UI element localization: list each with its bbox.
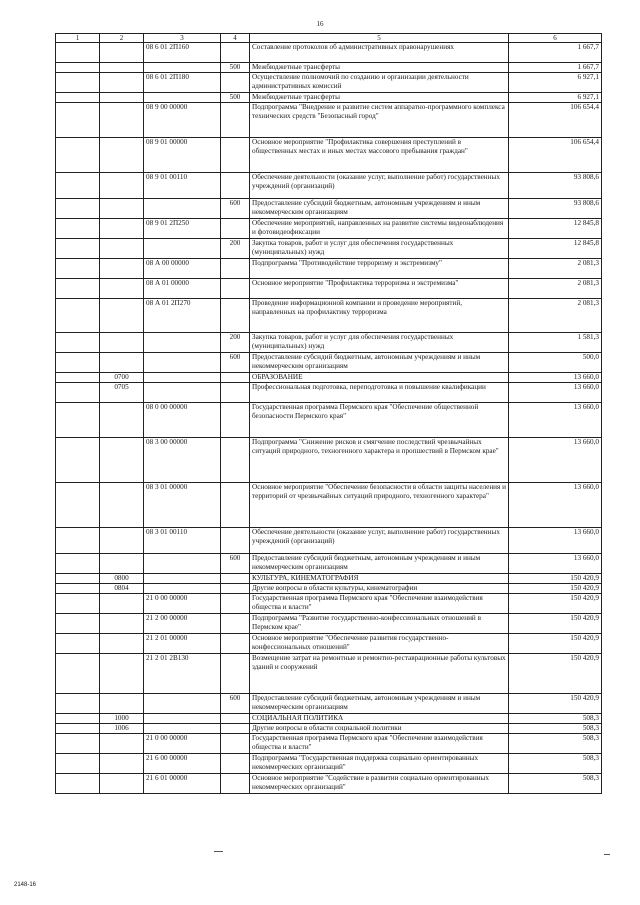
table-row bbox=[56, 353, 602, 373]
amount-cell: 150 420,9 bbox=[509, 654, 602, 694]
table-row bbox=[56, 483, 602, 528]
table-row bbox=[56, 403, 602, 438]
document-code: 2148-16 bbox=[14, 882, 37, 888]
amount-cell: 508,3 bbox=[509, 714, 602, 724]
expense-type-cell bbox=[221, 373, 250, 383]
expense-type-cell bbox=[221, 584, 250, 594]
column-header: 5 bbox=[250, 34, 509, 43]
amount-cell: 2 081,3 bbox=[509, 299, 602, 333]
table-row bbox=[56, 754, 602, 774]
amount-cell: 2 081,3 bbox=[509, 259, 602, 279]
subsection-cell bbox=[100, 754, 144, 774]
amount-cell: 150 420,9 bbox=[509, 694, 602, 714]
subsection-cell bbox=[100, 594, 144, 614]
subsection-cell bbox=[100, 299, 144, 333]
description-cell: Обеспечение деятельности (оказание услуг, выполнение работ) государственных учреждений (организаций) bbox=[250, 528, 509, 554]
description-cell: Обеспечение мероприятий, направленных на развитие системы видеонаблюдения и фотовидеофиксации bbox=[250, 219, 509, 239]
expense-type-cell bbox=[221, 714, 250, 724]
expense-type-cell bbox=[221, 403, 250, 438]
amount-cell: 106 654,4 bbox=[509, 138, 602, 173]
description-cell: Другие вопросы в области культуры, кинематографии bbox=[250, 584, 509, 594]
expense-type-cell bbox=[221, 173, 250, 199]
description-cell: Основное мероприятие "Обеспечение безопасности в области защиты населения и территорий от чрезвычайных ситуаций природного, техногенного характера" bbox=[250, 483, 509, 528]
target-code-cell: 08 6 01 2П160 bbox=[144, 43, 221, 63]
section-cell bbox=[56, 63, 100, 73]
section-cell bbox=[56, 594, 100, 614]
subsection-cell: 0705 bbox=[100, 383, 144, 403]
description-cell: Закупка товаров, работ и услуг для обеспечения государственных (муниципальных) нужд bbox=[250, 333, 509, 353]
expense-type-cell bbox=[221, 279, 250, 299]
table-row bbox=[56, 279, 602, 299]
expense-type-cell bbox=[221, 734, 250, 754]
section-cell bbox=[56, 103, 100, 138]
amount-cell: 12 845,8 bbox=[509, 239, 602, 259]
table-row bbox=[56, 383, 602, 403]
target-code-cell bbox=[144, 574, 221, 584]
expense-type-cell bbox=[221, 574, 250, 584]
amount-cell: 13 660,0 bbox=[509, 403, 602, 438]
target-code-cell bbox=[144, 694, 221, 714]
subsection-cell: 0700 bbox=[100, 373, 144, 383]
table-row bbox=[56, 724, 602, 734]
amount-cell: 1 667,7 bbox=[509, 63, 602, 73]
expense-type-cell bbox=[221, 138, 250, 173]
subsection-cell: 0804 bbox=[100, 584, 144, 594]
section-cell bbox=[56, 173, 100, 199]
section-cell bbox=[56, 43, 100, 63]
column-header: 4 bbox=[221, 34, 250, 43]
section-cell bbox=[56, 483, 100, 528]
amount-cell: 500,0 bbox=[509, 353, 602, 373]
table-row bbox=[56, 528, 602, 554]
target-code-cell: 08 9 01 00000 bbox=[144, 138, 221, 173]
table-row bbox=[56, 173, 602, 199]
subsection-cell bbox=[100, 614, 144, 634]
description-cell: Основное мероприятие "Профилактика терроризма и экстремизма" bbox=[250, 279, 509, 299]
table-row bbox=[56, 774, 602, 794]
section-cell bbox=[56, 724, 100, 734]
description-cell: ОБРАЗОВАНИЕ bbox=[250, 373, 509, 383]
target-code-cell bbox=[144, 554, 221, 574]
target-code-cell: 08 0 00 00000 bbox=[144, 403, 221, 438]
description-cell: СОЦИАЛЬНАЯ ПОЛИТИКА bbox=[250, 714, 509, 724]
table-row bbox=[56, 373, 602, 383]
table-row bbox=[56, 714, 602, 724]
table-row bbox=[56, 574, 602, 584]
section-cell bbox=[56, 438, 100, 483]
target-code-cell: 08 9 01 00110 bbox=[144, 173, 221, 199]
expense-type-cell bbox=[221, 383, 250, 403]
table-row bbox=[56, 734, 602, 754]
amount-cell: 150 420,9 bbox=[509, 634, 602, 654]
expense-type-cell: 200 bbox=[221, 333, 250, 353]
description-cell: Государственная программа Пермского края "Обеспечение общественной безопасности Пермского края" bbox=[250, 403, 509, 438]
expense-type-cell: 500 bbox=[221, 93, 250, 103]
target-code-cell: 08 3 01 00000 bbox=[144, 483, 221, 528]
target-code-cell: 08 9 01 2П250 bbox=[144, 219, 221, 239]
target-code-cell bbox=[144, 584, 221, 594]
table-row bbox=[56, 654, 602, 694]
section-cell bbox=[56, 383, 100, 403]
target-code-cell: 21 2 01 00000 bbox=[144, 634, 221, 654]
subsection-cell bbox=[100, 483, 144, 528]
section-cell bbox=[56, 219, 100, 239]
amount-cell: 93 808,6 bbox=[509, 173, 602, 199]
expense-type-cell: 500 bbox=[221, 63, 250, 73]
table-row bbox=[56, 333, 602, 353]
section-cell bbox=[56, 353, 100, 373]
amount-cell: 13 660,0 bbox=[509, 383, 602, 403]
description-cell: Предоставление субсидий бюджетным, автономным учреждениям и иным некоммерческим организациям bbox=[250, 199, 509, 219]
amount-cell: 508,3 bbox=[509, 724, 602, 734]
section-cell bbox=[56, 584, 100, 594]
table-row bbox=[56, 584, 602, 594]
subsection-cell bbox=[100, 279, 144, 299]
expense-type-cell bbox=[221, 43, 250, 63]
amount-cell: 150 420,9 bbox=[509, 614, 602, 634]
amount-cell: 1 667,7 bbox=[509, 43, 602, 63]
table-row bbox=[56, 103, 602, 138]
table-row bbox=[56, 614, 602, 634]
expense-type-cell bbox=[221, 614, 250, 634]
expense-type-cell bbox=[221, 634, 250, 654]
description-cell: Подпрограмма "Внедрение и развитие систем аппаратно-программного комплекса технических средств "Безопасный город" bbox=[250, 103, 509, 138]
description-cell: КУЛЬТУРА, КИНЕМАТОГРАФИЯ bbox=[250, 574, 509, 584]
expense-type-cell bbox=[221, 73, 250, 93]
subsection-cell bbox=[100, 73, 144, 93]
column-header: 3 bbox=[144, 34, 221, 43]
description-cell: Закупка товаров, работ и услуг для обеспечения государственных (муниципальных) нужд bbox=[250, 239, 509, 259]
subsection-cell bbox=[100, 438, 144, 483]
amount-cell: 6 927,1 bbox=[509, 93, 602, 103]
section-cell bbox=[56, 403, 100, 438]
expense-type-cell bbox=[221, 594, 250, 614]
table-row bbox=[56, 634, 602, 654]
subsection-cell bbox=[100, 219, 144, 239]
table-row bbox=[56, 93, 602, 103]
description-cell: Осуществление полномочий по созданию и организации деятельности административных комиссий bbox=[250, 73, 509, 93]
target-code-cell bbox=[144, 93, 221, 103]
description-cell: Государственная программа Пермского края "Обеспечение взаимодействия общества и власти" bbox=[250, 734, 509, 754]
table-row bbox=[56, 259, 602, 279]
table-row bbox=[56, 138, 602, 173]
expense-type-cell: 600 bbox=[221, 694, 250, 714]
subsection-cell bbox=[100, 259, 144, 279]
expense-type-cell: 600 bbox=[221, 353, 250, 373]
section-cell bbox=[56, 528, 100, 554]
subsection-cell bbox=[100, 333, 144, 353]
expense-type-cell bbox=[221, 754, 250, 774]
section-cell bbox=[56, 774, 100, 794]
description-cell: Основное мероприятие "Содействие в развитии социально ориентированных некоммерческих организаций" bbox=[250, 774, 509, 794]
expense-type-cell bbox=[221, 774, 250, 794]
subsection-cell bbox=[100, 554, 144, 574]
subsection-cell bbox=[100, 103, 144, 138]
description-cell: Межбюджетные трансферты bbox=[250, 63, 509, 73]
target-code-cell: 21 2 00 00000 bbox=[144, 614, 221, 634]
table-row bbox=[56, 554, 602, 574]
subsection-cell bbox=[100, 654, 144, 694]
section-cell bbox=[56, 554, 100, 574]
description-cell: Подпрограмма "Противодействие терроризму и экстремизму" bbox=[250, 259, 509, 279]
target-code-cell bbox=[144, 714, 221, 724]
amount-cell: 13 660,0 bbox=[509, 554, 602, 574]
section-cell bbox=[56, 93, 100, 103]
expense-type-cell bbox=[221, 528, 250, 554]
amount-cell: 150 420,9 bbox=[509, 574, 602, 584]
expense-type-cell bbox=[221, 219, 250, 239]
section-cell bbox=[56, 694, 100, 714]
amount-cell: 508,3 bbox=[509, 774, 602, 794]
target-code-cell: 21 0 00 00000 bbox=[144, 734, 221, 754]
subsection-cell: 1000 bbox=[100, 714, 144, 724]
column-header-row bbox=[56, 34, 602, 43]
expense-type-cell bbox=[221, 259, 250, 279]
description-cell: Другие вопросы в области социальной политики bbox=[250, 724, 509, 734]
table-row bbox=[56, 694, 602, 714]
description-cell: Подпрограмма "Развитие государственно-конфессиональных отношений в Пермском крае" bbox=[250, 614, 509, 634]
target-code-cell: 08 6 01 2П180 bbox=[144, 73, 221, 93]
table-row bbox=[56, 438, 602, 483]
section-cell bbox=[56, 279, 100, 299]
section-cell bbox=[56, 239, 100, 259]
section-cell bbox=[56, 73, 100, 93]
description-cell: Предоставление субсидий бюджетным, автономным учреждениям и иным некоммерческим организациям bbox=[250, 554, 509, 574]
target-code-cell: 21 6 00 00000 bbox=[144, 754, 221, 774]
subsection-cell bbox=[100, 774, 144, 794]
subsection-cell bbox=[100, 43, 144, 63]
target-code-cell bbox=[144, 724, 221, 734]
page-number: 16 bbox=[316, 20, 324, 28]
subsection-cell: 1006 bbox=[100, 724, 144, 734]
amount-cell: 150 420,9 bbox=[509, 594, 602, 614]
expense-type-cell bbox=[221, 483, 250, 528]
subsection-cell bbox=[100, 63, 144, 73]
section-cell bbox=[56, 734, 100, 754]
amount-cell: 13 660,0 bbox=[509, 483, 602, 528]
target-code-cell: 08 9 00 00000 bbox=[144, 103, 221, 138]
section-cell bbox=[56, 574, 100, 584]
expense-type-cell: 600 bbox=[221, 554, 250, 574]
description-cell: Предоставление субсидий бюджетным, автономным учреждениям и иным некоммерческим организациям bbox=[250, 353, 509, 373]
target-code-cell bbox=[144, 239, 221, 259]
budget-table bbox=[55, 33, 602, 794]
description-cell: Профессиональная подготовка, переподготовка и повышение квалификации bbox=[250, 383, 509, 403]
amount-cell: 13 660,0 bbox=[509, 528, 602, 554]
subsection-cell bbox=[100, 734, 144, 754]
subsection-cell bbox=[100, 138, 144, 173]
target-code-cell: 08 А 01 00000 bbox=[144, 279, 221, 299]
subsection-cell: 0800 bbox=[100, 574, 144, 584]
target-code-cell bbox=[144, 373, 221, 383]
amount-cell: 6 927,1 bbox=[509, 73, 602, 93]
subsection-cell bbox=[100, 173, 144, 199]
table-row bbox=[56, 219, 602, 239]
column-header: 6 bbox=[509, 34, 602, 43]
target-code-cell bbox=[144, 333, 221, 353]
amount-cell: 2 081,3 bbox=[509, 279, 602, 299]
column-header: 2 bbox=[100, 34, 144, 43]
target-code-cell bbox=[144, 199, 221, 219]
table-row bbox=[56, 299, 602, 333]
description-cell: Подпрограмма "Снижение рисков и смягчение последствий чрезвычайных ситуаций природного, техногенного характера и пропшествий в Пермском крае" bbox=[250, 438, 509, 483]
expense-type-cell bbox=[221, 724, 250, 734]
pen-mark bbox=[604, 854, 610, 855]
section-cell bbox=[56, 714, 100, 724]
expense-type-cell: 600 bbox=[221, 199, 250, 219]
description-cell: Подпрограмма "Государственная поддержка социально ориентированных некоммерческих организаций" bbox=[250, 754, 509, 774]
target-code-cell bbox=[144, 353, 221, 373]
section-cell bbox=[56, 299, 100, 333]
amount-cell: 13 660,0 bbox=[509, 438, 602, 483]
subsection-cell bbox=[100, 694, 144, 714]
expense-type-cell: 200 bbox=[221, 239, 250, 259]
description-cell: Основное мероприятие "Профилактика совершения преступлений в общественных местах и иных местах массового пребывания граждан" bbox=[250, 138, 509, 173]
description-cell: Обеспечение деятельности (оказание услуг, выполнение работ) государственных учреждений (организаций) bbox=[250, 173, 509, 199]
amount-cell: 13 660,0 bbox=[509, 373, 602, 383]
section-cell bbox=[56, 634, 100, 654]
expense-type-cell bbox=[221, 654, 250, 694]
subsection-cell bbox=[100, 199, 144, 219]
target-code-cell: 08 3 01 00110 bbox=[144, 528, 221, 554]
target-code-cell bbox=[144, 63, 221, 73]
target-code-cell: 21 6 01 00000 bbox=[144, 774, 221, 794]
subsection-cell bbox=[100, 353, 144, 373]
subsection-cell bbox=[100, 528, 144, 554]
description-cell: Проведение информационной компании и проведение мероприятий, направленных на профилактику терроризма bbox=[250, 299, 509, 333]
section-cell bbox=[56, 199, 100, 219]
target-code-cell: 08 А 01 2П270 bbox=[144, 299, 221, 333]
section-cell bbox=[56, 259, 100, 279]
amount-cell: 1 581,3 bbox=[509, 333, 602, 353]
column-header: 1 bbox=[56, 34, 100, 43]
table-row bbox=[56, 199, 602, 219]
target-code-cell: 21 2 01 2В130 bbox=[144, 654, 221, 694]
subsection-cell bbox=[100, 239, 144, 259]
section-cell bbox=[56, 138, 100, 173]
target-code-cell bbox=[144, 383, 221, 403]
amount-cell: 150 420,9 bbox=[509, 584, 602, 594]
subsection-cell bbox=[100, 634, 144, 654]
amount-cell: 508,3 bbox=[509, 754, 602, 774]
description-cell: Возмещение затрат на ремонтные и ремонтно-реставрационные работы культовых зданий и сооружений bbox=[250, 654, 509, 694]
description-cell: Основное мероприятие "Обеспечение развития государственно-конфессиональных отношений" bbox=[250, 634, 509, 654]
subsection-cell bbox=[100, 93, 144, 103]
amount-cell: 12 845,8 bbox=[509, 219, 602, 239]
table-row bbox=[56, 63, 602, 73]
table-row bbox=[56, 594, 602, 614]
table-row bbox=[56, 43, 602, 63]
amount-cell: 93 808,6 bbox=[509, 199, 602, 219]
expense-type-cell bbox=[221, 103, 250, 138]
pen-mark bbox=[214, 851, 223, 852]
table-row bbox=[56, 239, 602, 259]
description-cell: Государственная программа Пермского края "Обеспечение взаимодействия общества и власти" bbox=[250, 594, 509, 614]
section-cell bbox=[56, 333, 100, 353]
target-code-cell: 08 3 00 00000 bbox=[144, 438, 221, 483]
amount-cell: 508,3 bbox=[509, 734, 602, 754]
expense-type-cell bbox=[221, 299, 250, 333]
description-cell: Предоставление субсидий бюджетным, автономным учреждениям и иным некоммерческим организациям bbox=[250, 694, 509, 714]
section-cell bbox=[56, 614, 100, 634]
section-cell bbox=[56, 373, 100, 383]
section-cell bbox=[56, 654, 100, 694]
target-code-cell: 21 0 00 00000 bbox=[144, 594, 221, 614]
target-code-cell: 08 А 00 00000 bbox=[144, 259, 221, 279]
amount-cell: 106 654,4 bbox=[509, 103, 602, 138]
expense-type-cell bbox=[221, 438, 250, 483]
section-cell bbox=[56, 754, 100, 774]
subsection-cell bbox=[100, 403, 144, 438]
description-cell: Межбюджетные трансферты bbox=[250, 93, 509, 103]
table-row bbox=[56, 73, 602, 93]
description-cell: Составление протоколов об административных правонарушениях bbox=[250, 43, 509, 63]
